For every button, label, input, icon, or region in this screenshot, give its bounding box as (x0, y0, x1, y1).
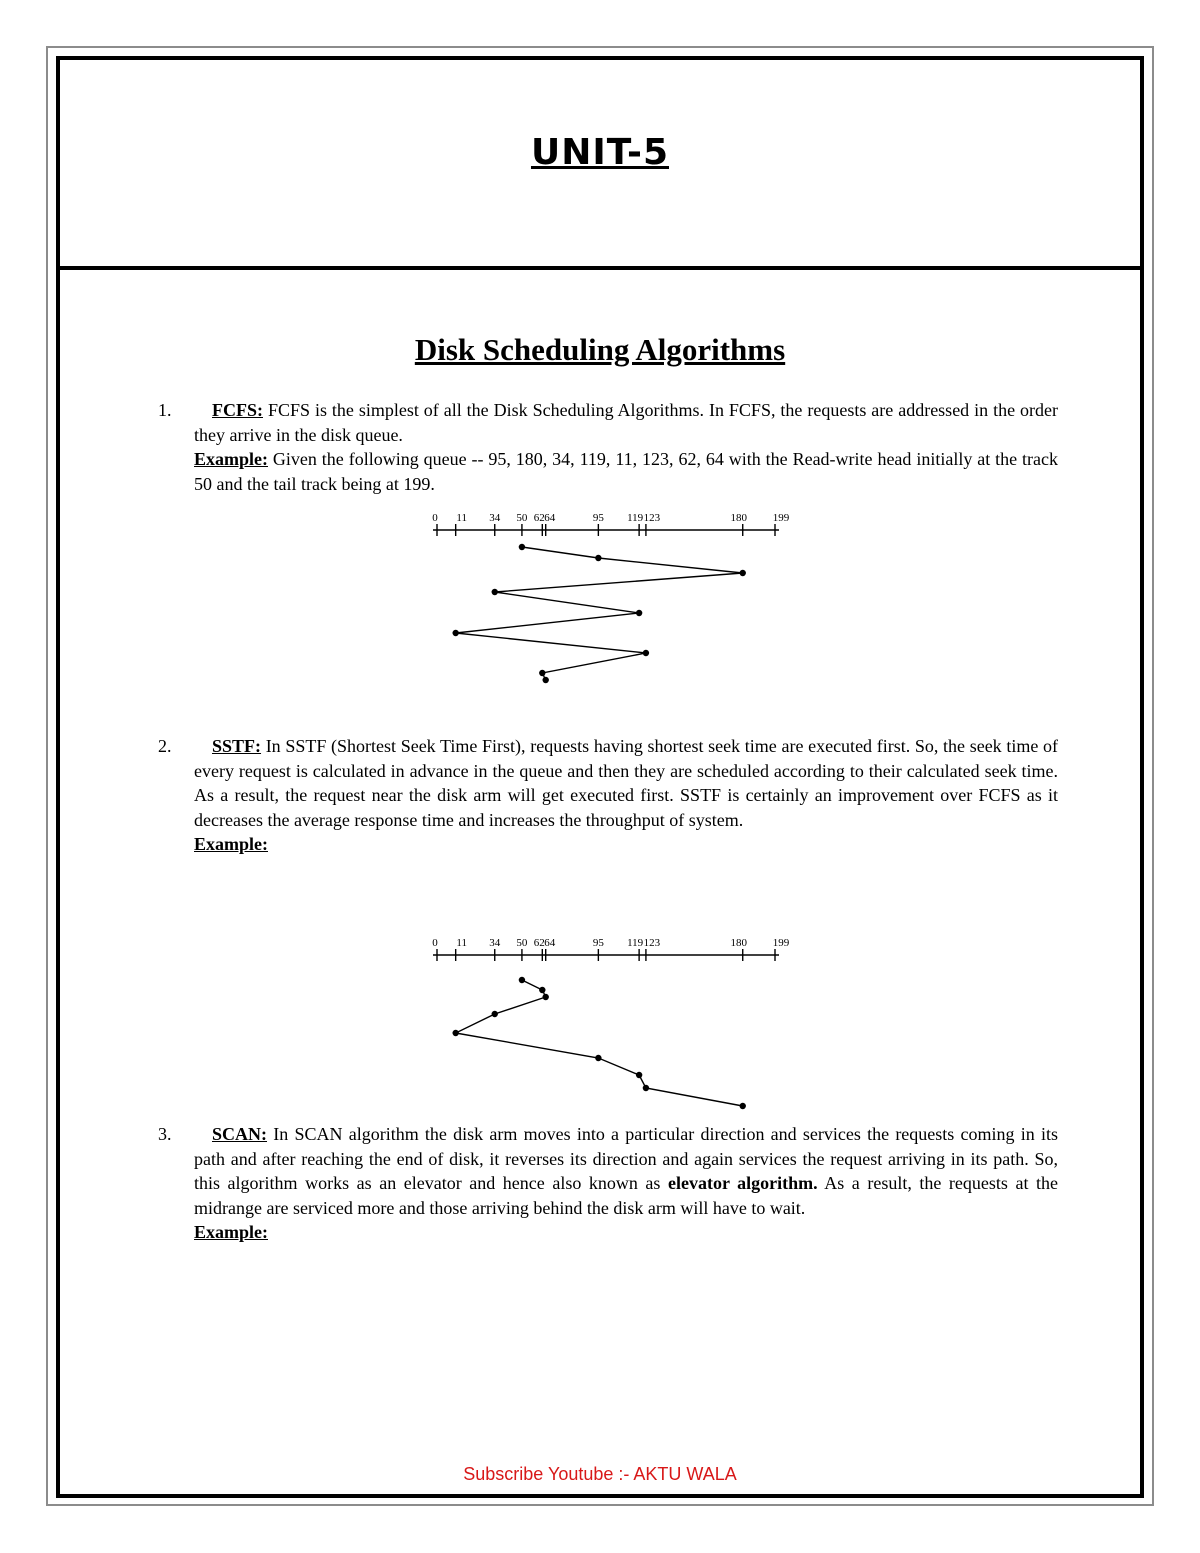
fcfs-example-text: Given the following queue -- 95, 180, 34, 119, 11, 123, 62, 64 with the Read-write head initially at the track 50 and the tail track being at 199. (194, 449, 1058, 494)
fcfs-point-123 (643, 650, 649, 656)
item-number: 2. (158, 736, 172, 756)
fcfs-tick-label-11: 11 (456, 512, 467, 524)
sstf-tick-label-11: 11 (456, 937, 467, 949)
sstf-point-119 (636, 1072, 642, 1078)
fcfs-term: FCFS: (212, 400, 263, 420)
scan-example-label: Example: (194, 1222, 268, 1242)
scan-description-end: As a result, the requests at the midrange are serviced more and those arriving behind the disk arm will have to wait. (194, 1173, 1058, 1218)
item-number: 3. (158, 1124, 172, 1144)
fcfs-point-62 (539, 670, 545, 676)
fcfs-description: FCFS is the simplest of all the Disk Scheduling Algorithms. In FCFS, the requests are addressed in the order they arrive in the disk queue. (194, 400, 1058, 445)
fcfs-tick-label-34: 34 (489, 512, 501, 524)
sstf-point-50 (519, 977, 525, 983)
elevator-algorithm-term: elevator algorithm. (667, 1173, 818, 1193)
fcfs-point-119 (636, 610, 642, 616)
sstf-point-123 (643, 1085, 649, 1091)
sstf-head-path (456, 980, 743, 1106)
sstf-point-34 (492, 1011, 498, 1017)
sstf-tick-label-199: 199 (772, 937, 790, 949)
fcfs-tick-label-64: 64 (544, 512, 556, 524)
sstf-example-label: Example: (194, 834, 268, 854)
fcfs-tick-label-180: 180 (730, 512, 747, 524)
scan-item (158, 1122, 1058, 1245)
header-divider (56, 266, 1144, 270)
sstf-tick-label-123: 123 (643, 937, 661, 949)
sstf-point-64 (543, 994, 549, 1000)
sstf-tick-label-64: 64 (544, 937, 556, 949)
unit-title: UNIT-5 (530, 132, 669, 173)
fcfs-tick-label-95: 95 (592, 512, 604, 524)
sstf-tick-label-95: 95 (592, 937, 604, 949)
scan-term: SCAN: (212, 1124, 268, 1144)
fcfs-point-95 (595, 555, 601, 561)
sstf-item (158, 734, 1058, 857)
fcfs-point-64 (543, 677, 549, 683)
scan-description-start: In SCAN algorithm the disk arm moves into a particular direction and services the requests coming in its path and after reaching the end of disk, it reverses its direction and again services the request arriving in its path. So, this algorithm works as an elevator and hence also known as (194, 1124, 1058, 1193)
fcfs-example-label: Example: (194, 449, 268, 469)
sstf-tick-label-62: 62 (533, 937, 545, 949)
sstf-point-62 (539, 987, 545, 993)
fcfs-point-50 (519, 544, 525, 550)
fcfs-point-34 (492, 589, 498, 595)
fcfs-diagram (0, 500, 1200, 700)
sstf-tick-label-0: 0 (432, 937, 438, 949)
fcfs-head-path (456, 547, 743, 680)
item-number: 1. (158, 400, 172, 420)
sstf-point-180 (740, 1103, 746, 1109)
sstf-tick-label-50: 50 (516, 937, 528, 949)
sstf-tick-label-119: 119 (627, 937, 644, 949)
fcfs-tick-label-62: 62 (533, 512, 545, 524)
section-title: Disk Scheduling Algorithms (414, 332, 786, 367)
fcfs-point-180 (740, 570, 746, 576)
sstf-description: In SSTF (Shortest Seek Time First), requests having shortest seek time are executed first. So, the seek time of every request is calculated in advance in the queue and then they are scheduled according to their calculated seek time. As a result, the request near the disk arm will get executed first. SSTF is certainly an improvement over FCFS as it decreases the average response time and increases the throughput of system. (194, 736, 1058, 830)
sstf-diagram (0, 925, 1200, 1125)
fcfs-tick-label-0: 0 (432, 512, 438, 524)
sstf-tick-label-180: 180 (730, 937, 747, 949)
sstf-point-95 (595, 1055, 601, 1061)
sstf-point-11 (452, 1030, 458, 1036)
sstf-term: SSTF: (212, 736, 262, 756)
fcfs-point-11 (452, 630, 458, 636)
fcfs-tick-label-50: 50 (516, 512, 528, 524)
sstf-tick-label-34: 34 (489, 937, 501, 949)
subscribe-footer: Subscribe Youtube :- AKTU WALA (463, 1464, 737, 1484)
fcfs-tick-label-123: 123 (643, 512, 661, 524)
fcfs-tick-label-199: 199 (772, 512, 790, 524)
fcfs-tick-label-119: 119 (627, 512, 644, 524)
fcfs-item (158, 398, 1058, 496)
